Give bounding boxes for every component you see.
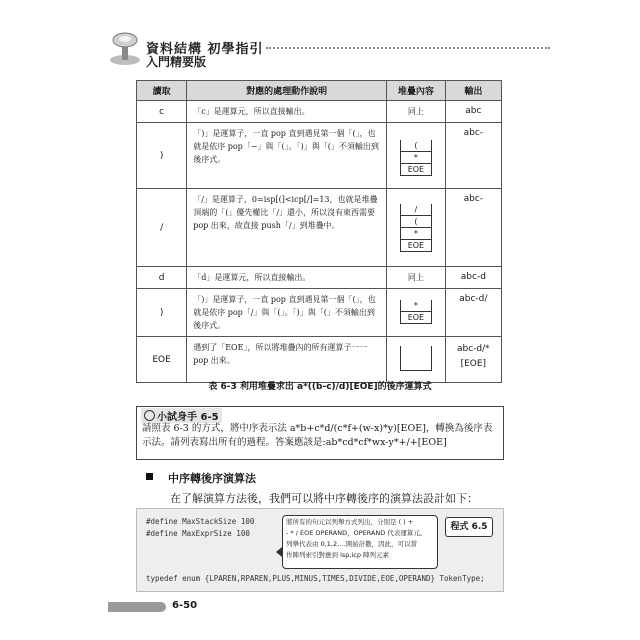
stack-item: EOE: [401, 239, 431, 251]
table-row: [137, 101, 502, 123]
cell-read: d: [137, 267, 187, 289]
page-number: 6-50: [172, 600, 198, 611]
table-row: [137, 267, 502, 289]
exercise-icon: [144, 410, 155, 421]
table-row: [137, 289, 502, 337]
stack-item: (: [414, 141, 418, 150]
cell-desc: 「c」是運算元，所以直接輸出。: [187, 101, 387, 123]
output-line: [EOE]: [460, 359, 487, 369]
stack-diagram: [400, 140, 432, 176]
table-row: [137, 337, 502, 383]
col-header-stack: 堆疊內容: [387, 81, 446, 101]
exercise-text: 請照表 6-3 的方式，將中序表示法 a*b+c*d/(c*f+(w-x)*y)[EOE]，轉換為後序表示法。請列表寫出所有的過程。答案應該是:ab*cd*cf*wx-y*+/+[EOE]: [142, 423, 493, 448]
exercise-title-text: 小試身手 6-5: [157, 412, 219, 423]
section-bullet-icon: [146, 473, 153, 480]
annotation-line: 將所有的句元以列舉方式列出，分別是 ( ) +: [286, 518, 414, 526]
annotation-line: 列舉代表由 0,1,2,…開始計數，因此，可以當: [286, 540, 418, 548]
table-header-row: [137, 81, 502, 101]
cell-read: EOE: [137, 337, 187, 383]
cell-output: abc-: [445, 123, 501, 189]
cell-stack: [387, 123, 446, 189]
stack-item: *: [413, 301, 418, 310]
book-title-sub: 初學指引: [207, 42, 264, 57]
cell-output: abc: [445, 101, 501, 123]
cell-read: c: [137, 101, 187, 123]
section-paragraph: 在了解演算方法後，我們可以將中序轉後序的演算法設計如下：: [170, 492, 478, 505]
stack-item: (: [401, 215, 431, 227]
annotation-line: - * / EOE OPERAND，OPERAND 代表運算元。: [286, 529, 427, 537]
exercise-title: [141, 408, 222, 423]
cell-desc: 「d」是運算元，所以直接輸出。: [187, 267, 387, 289]
table-row: [137, 189, 502, 267]
cell-output: [445, 337, 501, 383]
cell-desc: 「/」是運算子，0=isp[(]<icp[/]=13，也就是堆疊頂端的「(」優先權比「/」還小，所以沒有東西需要 pop 出來，故直接 push「/」到堆疊中。: [187, 189, 387, 267]
cell-output: abc-: [445, 189, 501, 267]
cell-output: abc-d: [445, 267, 501, 289]
cell-desc: 「)」是運算子，一直 pop 直到遇見第一個「(」，也就是依序 pop「−」與「(」。「)」與「(」不須輸出到後序式。: [187, 123, 387, 189]
header-divider: [266, 47, 550, 49]
section-title: 中序轉後序演算法: [168, 472, 256, 485]
cell-stack: [387, 337, 446, 383]
col-header-desc: 對應的處理動作說明: [187, 81, 387, 101]
code-annotation: [282, 515, 438, 569]
cell-read: ): [137, 123, 187, 189]
stack-diagram: [400, 204, 432, 252]
cell-read: /: [137, 189, 187, 267]
table-row: [137, 123, 502, 189]
page-number-bar: [108, 602, 166, 612]
stack-item: EOE: [401, 163, 431, 175]
code-line: #define MaxExprSize 100: [146, 529, 250, 538]
cell-stack-text: 同上: [387, 101, 446, 123]
cell-desc: 「)」是運算子，一直 pop 直到遇見第一個「(」，也就是依序 pop「/」與「(」。「)」與「(」不須輸出到後序式。: [187, 289, 387, 337]
table-caption: 表 6-3 利用堆疊求出 a*((b-c)/d)[EOE]的後序運算式: [208, 382, 432, 392]
cell-stack: [387, 189, 446, 267]
cell-output: abc-d/: [445, 289, 501, 337]
empty-stack-diagram: [400, 346, 432, 371]
annotation-line: 作陣列索引對應到 isp,icp 陣列元素: [286, 551, 390, 559]
stack-item: EOE: [401, 311, 431, 323]
annotation-pointer-icon: [276, 547, 282, 557]
book-logo-icon: [108, 30, 142, 68]
col-header-read: 讀取: [137, 81, 187, 101]
stack-diagram: [400, 300, 432, 324]
cell-stack-text: 同上: [387, 267, 446, 289]
stack-item: *: [401, 151, 431, 163]
stack-item: *: [401, 227, 431, 239]
col-header-output: 輸出: [445, 81, 501, 101]
program-label: 程式 6.5: [445, 517, 493, 537]
stack-item: /: [414, 205, 418, 214]
cell-stack: [387, 289, 446, 337]
conversion-table: [136, 80, 502, 383]
code-line: #define MaxStackSize 100: [146, 517, 255, 526]
book-title-main: 資料結構: [146, 42, 203, 57]
output-line: abc-d/*: [457, 344, 490, 354]
cell-read: ): [137, 289, 187, 337]
cell-desc: 遇到了「EOE」，所以將堆疊內的所有運算子一一 pop 出來。: [187, 337, 387, 383]
code-line: typedef enum {LPAREN,RPAREN,PLUS,MINUS,TIMES,DIVIDE,EOE,OPERAND} TokenType;: [146, 574, 485, 583]
book-subtitle: 入門精要版: [146, 55, 207, 69]
